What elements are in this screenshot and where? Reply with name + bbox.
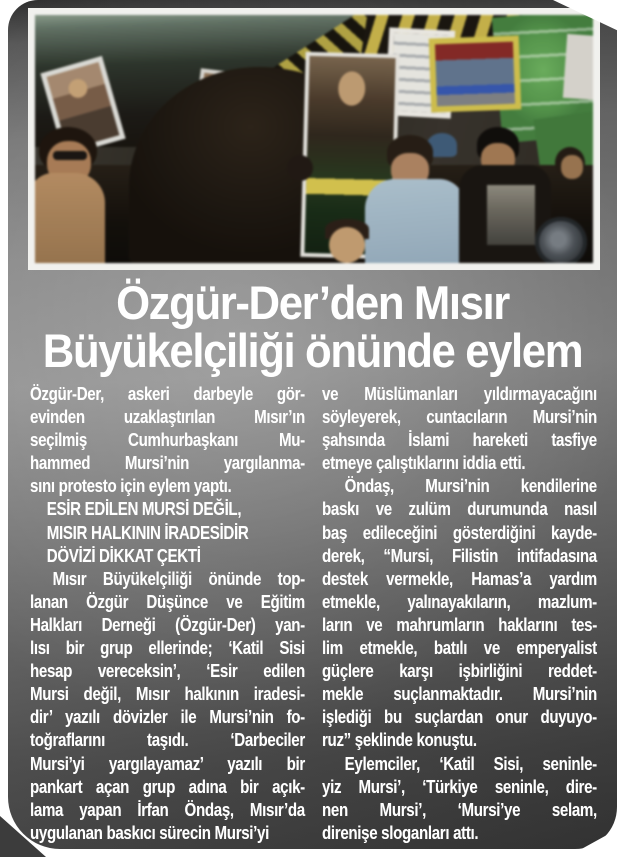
article-line: yiz Mursi’, ‘Türkiye seninle, dire- bbox=[322, 776, 597, 797]
protest-photo bbox=[35, 15, 593, 263]
article-line: Öndaş, Mursi’nin kendilerine bbox=[344, 476, 597, 497]
article-line: pankart açan grup adına bir açık- bbox=[30, 776, 305, 797]
article-line: MISIR HALKININ İRADESİDİR bbox=[46, 522, 249, 543]
headline-line-1: Özgür-Der’den Mısır bbox=[116, 276, 509, 329]
photo-white-banner bbox=[563, 34, 593, 100]
article-line: Eylemciler, ‘Katil Sisi, seninle- bbox=[344, 753, 597, 774]
article-line: seçilmiş Cumhurbaşkanı Mu- bbox=[30, 430, 305, 451]
headline bbox=[8, 276, 617, 377]
article-line: ruz” şeklinde konuştu. bbox=[322, 730, 477, 751]
headline-line-2: Büyükelçiliği önünde eylem bbox=[42, 324, 583, 377]
article-line: sını protesto için eylem yaptı. bbox=[30, 476, 232, 497]
article-photo-frame bbox=[28, 8, 600, 270]
article-line: destek vermekle, Hamas’a yardım bbox=[322, 568, 597, 589]
article-line: dir’ yazılı dövizler ile Mursi’nin fo- bbox=[30, 707, 305, 728]
article-line: güçlere karşı işbirliğini reddet- bbox=[322, 661, 597, 682]
article-line: mekle suçlanmaktadır. Mursi’nin bbox=[322, 684, 597, 705]
article-line: lim etmekle, batılı ve emperyalist bbox=[322, 638, 597, 659]
article-column-right bbox=[322, 383, 597, 845]
article-line: hesap vereceksin’, ‘Esir edilen bbox=[30, 661, 305, 682]
article-line: lama yapan İrfan Öndaş, Mısır’da bbox=[30, 799, 305, 820]
article-line: direnişe sloganları attı. bbox=[322, 822, 479, 843]
article-line: etmekle, yalınayakıların, mazlum- bbox=[322, 591, 597, 612]
article-line: Halkları Derneği (Özgür-Der) yan- bbox=[30, 614, 305, 635]
article-line: hammed Mursi’nin yargılanma- bbox=[30, 453, 305, 474]
article-line: etmeye çalıştıklarını iddia etti. bbox=[322, 453, 526, 474]
article-line: baş edileceğini gösterdiğini kayde- bbox=[322, 522, 597, 543]
article-line: Mursi değil, Mısır halkının iradesi- bbox=[30, 684, 305, 705]
article-line: ların ve mahrumların haklarını tes- bbox=[322, 614, 597, 635]
photo-small-head bbox=[287, 155, 313, 181]
article-column-left bbox=[30, 383, 305, 845]
article-line: nen Mursi’, ‘Mursi’ye selam, bbox=[322, 799, 597, 820]
photo-front-face bbox=[329, 227, 365, 263]
article-line: lısı bir grup ellerinde; ‘Katil Sisi bbox=[30, 638, 305, 659]
photo-megaphone bbox=[535, 217, 587, 263]
article-line: işlediği bu suçlardan onur duyuyo- bbox=[322, 707, 597, 728]
photo-framed-placard bbox=[429, 35, 522, 112]
article-line: evinden uzaklaştırılan Mısır’ın bbox=[30, 407, 305, 428]
article-line: ESİR EDİLEN MURSİ DEĞİL, bbox=[46, 499, 242, 520]
photo-black-shirt-print bbox=[487, 185, 535, 245]
article-line: toğraflarını taşıdı. ‘Darbeciler bbox=[30, 730, 305, 751]
article-line: DÖVİZİ DİKKAT ÇEKTİ bbox=[46, 545, 201, 566]
article-line: Özgür-Der, askeri darbeyle gör- bbox=[30, 384, 305, 404]
article-line: ve Müslümanları yıldırmayacağını bbox=[322, 384, 597, 404]
article-line: uygulanan baskıcı sürecin Mursi’yi bbox=[30, 822, 269, 843]
article-line: Mısır Büyükelçiliği önünde top- bbox=[52, 568, 305, 589]
article-line: şahsında İslami hareketi tasfiye bbox=[322, 430, 597, 451]
article-body bbox=[30, 383, 597, 845]
photo-left-man-body bbox=[35, 173, 105, 263]
article-line: derek, “Mursi, Filistin intifadasına bbox=[322, 545, 597, 566]
photo-right-face bbox=[561, 155, 583, 179]
photo-denim-man-body bbox=[365, 179, 465, 263]
article-line: söyleyerek, cuntacıların Mursi’nin bbox=[322, 407, 597, 428]
article-line: baskı ve zulüm durumunda nasıl bbox=[322, 499, 597, 520]
photo-framed-placard-image bbox=[435, 42, 515, 107]
photo-left-man-sunglasses bbox=[53, 151, 87, 160]
article-line: lanan Özgür Düşünce ve Eğitim bbox=[30, 591, 305, 612]
newspaper-clipping bbox=[8, 0, 617, 849]
article-line: Mursi’yi yargılayamaz’ yazılı bir bbox=[30, 753, 305, 774]
